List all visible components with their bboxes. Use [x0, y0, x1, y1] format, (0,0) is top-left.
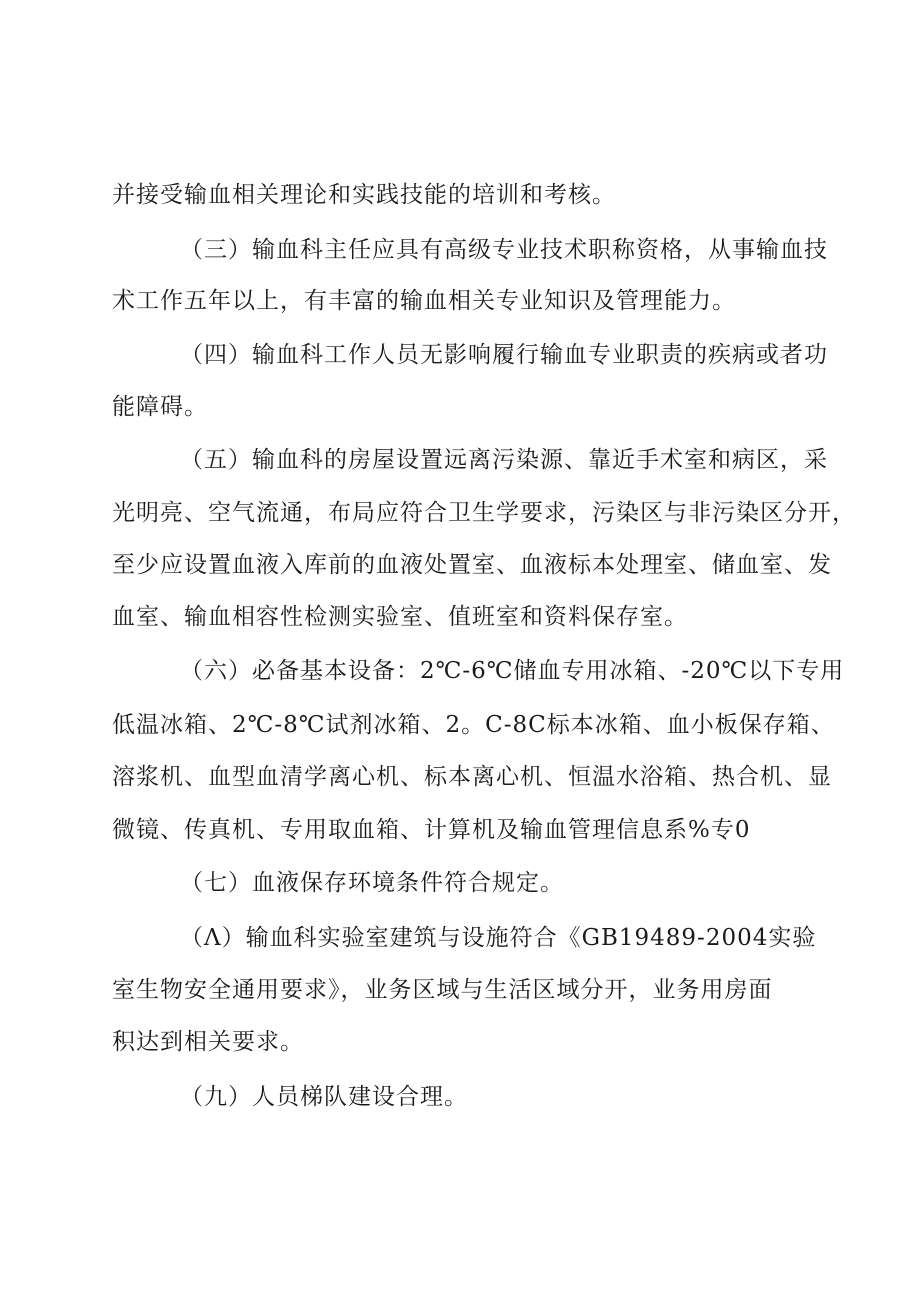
paragraph-line: （七）血液保存环境条件符合规定。: [180, 870, 564, 896]
paragraph-line: 至少应设置血液入库前的血液处置室、血液标本处理室、储血室、发: [112, 552, 832, 578]
paragraph-line: 血室、输血相容性检测实验室、值班室和资料保存室。: [112, 604, 688, 630]
paragraph-line: （Λ）输血科实验室建筑与设施符合《GB19489-2004实验: [180, 925, 817, 951]
paragraph-line: 能障碍。: [112, 394, 208, 420]
paragraph-line: （四）输血科工作人员无影响履行输血专业职责的疾病或者功: [180, 342, 828, 368]
paragraph-line: 微镜、传真机、专用取血箱、计算机及输血管理信息系%专0: [112, 817, 751, 843]
paragraph-line: （六）必备基本设备：2℃-6℃储血专用冰箱、-20℃以下专用: [180, 658, 845, 684]
paragraph-line: 术工作五年以上，有丰富的输血相关专业知识及管理能力。: [112, 288, 736, 314]
paragraph-line: 溶浆机、血型血清学离心机、标本离心机、恒温水浴箱、热合机、显: [112, 764, 832, 790]
paragraph-line: 积达到相关要求。: [112, 1029, 304, 1055]
paragraph-line: （三）输血科主任应具有高级专业技术职称资格，从事输血技: [180, 237, 828, 263]
paragraph-line: 光明亮、空气流通，布局应符合卫生学要求，污染区与非污染区分开，: [112, 500, 856, 526]
paragraph-line: 低温冰箱、2℃-8℃试剂冰箱、2。C-8C标本冰箱、血小板保存箱、: [112, 712, 835, 738]
paragraph-line: 并接受输血相关理论和实践技能的培训和考核。: [112, 182, 616, 208]
paragraph-line: （五）输血科的房屋设置远离污染源、靠近手术室和病区，采: [180, 447, 828, 473]
paragraph-line: 室生物安全通用要求》，业务区域与生活区域分开，业务用房面: [112, 977, 773, 1003]
paragraph-line: （九）人员梯队建设合理。: [180, 1084, 468, 1110]
